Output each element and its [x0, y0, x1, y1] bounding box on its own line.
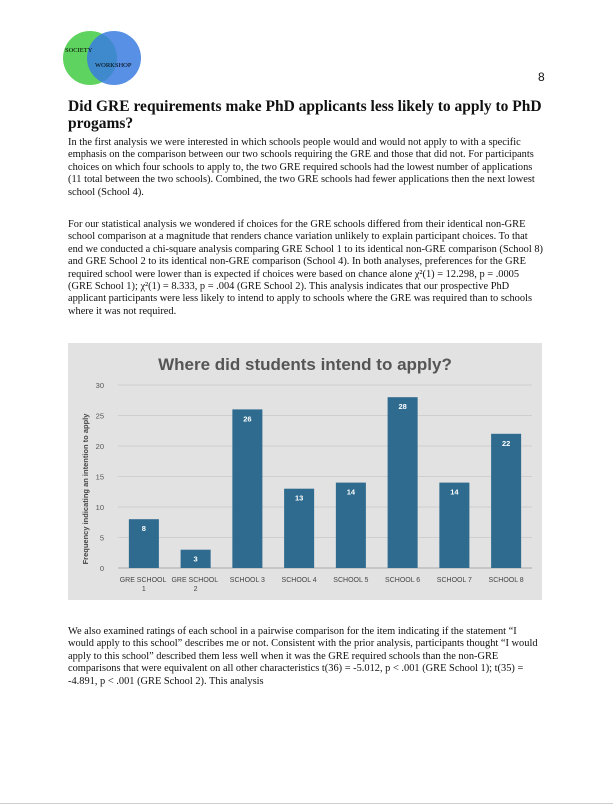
chart-title: Where did students intend to apply?: [158, 355, 452, 374]
y-tick-label: 25: [95, 411, 104, 421]
paragraph-1: In the first analysis we were interested in which schools people would and would not apply to with a specific emphasis on the comparison between our two schools requiring the GRE and those that did not. For participants choices on which four schools to apply to, the two GRE required schools had the lowest number of applications (11 total between the two schools). Combined, the two GRE schools had fewer applications then the next lowest school (School 4).: [68, 137, 535, 198]
y-tick-label: 10: [95, 503, 104, 512]
y-axis-label: Frequency indicating an intention to apply: [81, 413, 90, 565]
society-workshop-logo: [62, 30, 142, 86]
paragraph-3: We also examined ratings of each school in a pairwise comparison for the item indicating if the statement “I would apply to this school” describes me or not. Consistent with the prior analysis, participants thought “I would apply to this school” described them less well when it was the GRE required schools than the non-GRE comparisons that were equivalent on all other characteristics t(36) = -5.012, p < .001 (GRE School 1); t(35) = -4.891, p < .001 (GRE School 2). This analysis: [68, 626, 538, 687]
x-tick-label: GRE SCHOOL 2: [171, 577, 220, 593]
x-tick-label: SCHOOL 6: [385, 577, 421, 584]
bar: [388, 397, 418, 568]
logo-blue-circle: [87, 31, 141, 85]
page-number: 8: [538, 70, 545, 84]
bar-data-label: 14: [346, 487, 356, 497]
bar-data-label: 3: [193, 554, 198, 564]
bar-data-label: 8: [141, 524, 146, 534]
paragraph-2: For our statistical analysis we wondered if choices for the GRE schools differed from their identical non-GRE school comparison at a magnitude that renders chance variation unlikely to explain participant choices. To that end we conducted a chi-square analysis comparing GRE School 1 to its identical non-GRE comparison (School 8) and GRE School 2 to its identical non-GRE comparison (School 4). In both analyses, preferences for the GRE required school were lower than is expected if choices were based on chance alone χ²(1) = 12.298, p = .0005 (GRE School 1); χ²(1) = 8.333, p = .004 (GRE School 2). This analysis indicates that our prospective PhD applicant participants were less likely to intend to apply to schools where the GRE was required than to schools where it was not required.: [68, 219, 543, 317]
page-bottom-divider: [0, 803, 613, 804]
logo-text-bottom: WORKSHOP: [95, 62, 132, 69]
x-tick-label: SCHOOL 5: [333, 577, 369, 584]
bar-chart: [68, 343, 542, 600]
bar-data-label: 26: [243, 414, 252, 424]
x-tick-label: SCHOOL 7: [436, 577, 472, 584]
logo-text-top: SOCIETY: [65, 47, 93, 54]
y-tick-label: 20: [95, 442, 104, 451]
bar-data-label: 14: [450, 487, 459, 497]
x-tick-label: SCHOOL 8: [488, 577, 524, 584]
bar-data-label: 28: [398, 402, 407, 412]
x-tick-label: SCHOOL 3: [229, 577, 265, 584]
bar: [491, 434, 521, 568]
bar-data-label: 22: [501, 438, 511, 448]
bar: [232, 409, 262, 568]
x-tick-label: SCHOOL 4: [281, 577, 317, 584]
section-heading: Did GRE requirements make PhD applicants less likely to apply to PhD progams?: [68, 98, 542, 132]
y-tick-label: 0: [99, 564, 104, 573]
bar-data-label: 13: [294, 493, 304, 503]
bar-chart-svg: [68, 343, 542, 600]
y-tick-label: 30: [95, 381, 104, 390]
y-tick-label: 15: [95, 472, 104, 482]
x-tick-label: GRE SCHOOL 1: [119, 577, 169, 593]
y-tick-label: 5: [99, 533, 104, 543]
